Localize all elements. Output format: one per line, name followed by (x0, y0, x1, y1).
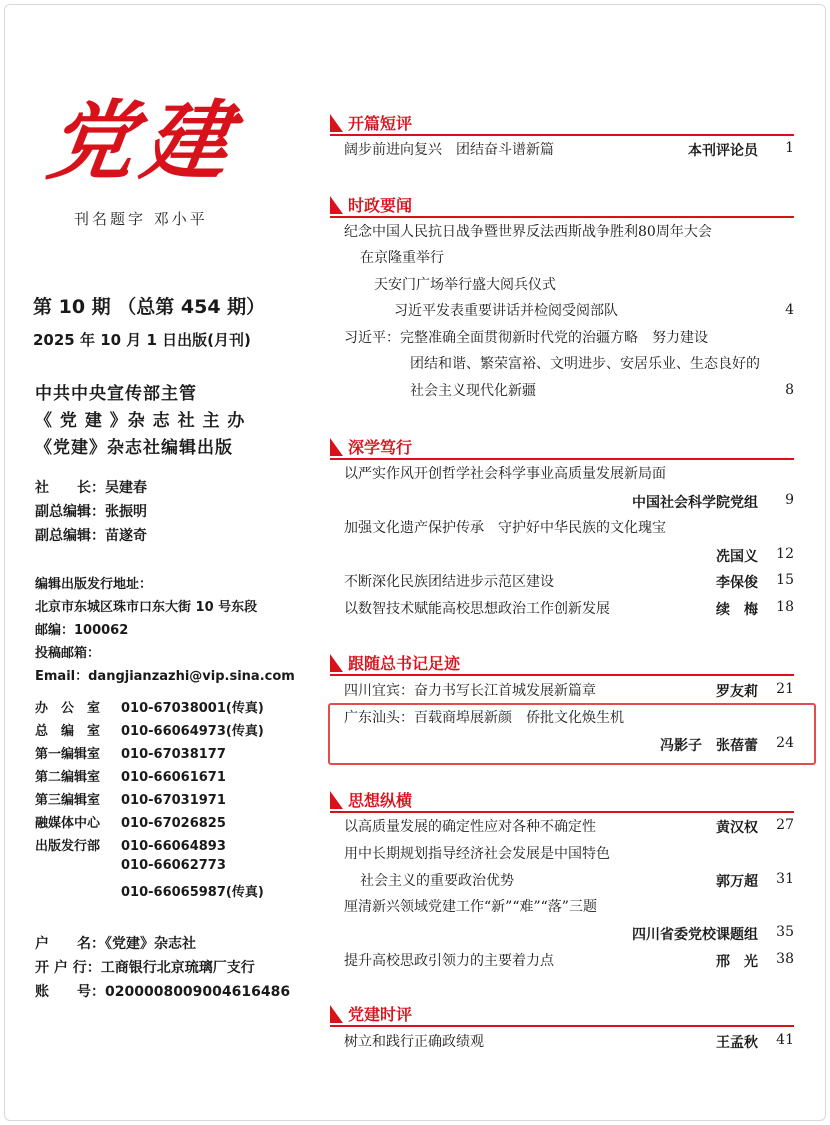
contact-dept: 总 编 室 (35, 724, 101, 739)
staff-label: 副总编辑： (35, 504, 105, 520)
section-title: 开篇短评 (348, 114, 413, 133)
toc-entry[interactable] (330, 897, 794, 947)
contact-phone: 010-67038001(传真) (121, 701, 264, 716)
staff-label: 副总编辑： (35, 528, 105, 544)
article-title-line: 纪念中国人民抗日战争暨世界反法西斯战争胜利80周年大会 (344, 224, 712, 240)
page-number: 21 (776, 681, 794, 697)
staff-row (35, 525, 147, 545)
postcode: 邮编：100062 (35, 623, 129, 638)
contact-row (35, 858, 226, 873)
toc-entry[interactable] (330, 464, 794, 514)
section-marker-icon (330, 654, 343, 672)
toc-entry[interactable] (330, 518, 794, 568)
page-number: 41 (776, 1032, 794, 1048)
section-title: 深学笃行 (348, 438, 413, 457)
page-number: 1 (785, 140, 794, 156)
contact-dept: 第二编辑室 (35, 770, 101, 785)
sponsor-line: 中共中央宣传部主管 (35, 384, 197, 404)
article-title-line: 团结和谐、繁荣富裕、文明进步、安居乐业、生态良好的 (410, 356, 760, 372)
page-number: 31 (776, 871, 794, 887)
article-title: 阔步前进向复兴 团结奋斗谱新篇 (344, 142, 554, 158)
page-number: 24 (776, 735, 794, 751)
contact-phone: 010-67026825 (121, 816, 226, 831)
toc-entry[interactable] (330, 708, 794, 758)
article-title: 提升高校思政引领力的主要着力点 (344, 953, 554, 969)
page-number: 4 (785, 302, 794, 318)
section-header (330, 650, 794, 676)
toc-entry[interactable] (330, 572, 794, 594)
article-title: 以严实作风开创哲学社会科学事业高质量发展新局面 (344, 466, 666, 482)
section-title: 跟随总书记足迹 (348, 654, 461, 673)
section-title: 时政要闻 (348, 196, 413, 215)
contact-dept: 第三编辑室 (35, 793, 101, 808)
section-header (330, 192, 794, 218)
contact-row (35, 812, 226, 831)
article-title: 加强文化遗产保护传承 守护好中华民族的文化瑰宝 (344, 520, 666, 536)
bank-row (35, 981, 290, 1001)
contact-phone: 010-66062773 (121, 858, 226, 873)
section-header (330, 1001, 794, 1027)
toc-section (330, 650, 794, 676)
page-number: 18 (776, 599, 794, 615)
section-marker-icon (330, 196, 343, 214)
page-number: 15 (776, 572, 794, 588)
staff-row (35, 501, 147, 521)
article-title-line: 社会主义现代化新疆 (410, 383, 536, 399)
article-author: 冼国义 (716, 549, 758, 565)
contact-row (35, 697, 264, 716)
bank-value: 工商银行北京琉璃厂支行 (100, 960, 255, 976)
article-author: 罗友莉 (716, 684, 758, 700)
article-title-line: 社会主义的重要政治优势 (360, 873, 514, 889)
bank-value: 0200008009004616486 (105, 984, 291, 1000)
page-number: 12 (776, 546, 794, 562)
sponsor-line: 《 党 建 》杂 志 社 主 办 (35, 411, 246, 431)
article-author: 本刊评论员 (688, 143, 758, 159)
contact-phone: 010-67031971 (121, 793, 226, 808)
article-title: 以高质量发展的确定性应对各种不确定性 (344, 819, 596, 835)
email: Email：dangjianzazhi@vip.sina.com (35, 669, 295, 684)
contact-row (35, 881, 264, 900)
staff-row (35, 477, 147, 497)
contact-dept: 第一编辑室 (35, 747, 101, 762)
section-header (330, 787, 794, 813)
article-author: 邢 光 (716, 954, 758, 970)
article-title: 不断深化民族团结进步示范区建设 (344, 574, 554, 590)
bank-value: 《党建》杂志社 (105, 936, 196, 952)
staff-label: 社 长： (35, 480, 105, 496)
issue-number: 第 10 期 （总第 454 期） (33, 296, 266, 318)
article-title-line: 习近平发表重要讲话并检阅受阅部队 (394, 303, 618, 319)
contact-dept: 出版发行部 (35, 839, 101, 854)
section-title: 党建时评 (348, 1005, 413, 1024)
publication-date: 2025 年 10 月 1 日出版(月刊) (33, 331, 251, 349)
article-title: 以数智技术赋能高校思想政治工作创新发展 (344, 601, 610, 617)
section-header (330, 434, 794, 460)
logo-calligrapher-credit: 刊名题字 邓小平 (74, 210, 208, 228)
contact-phone: 010-67038177 (121, 747, 226, 762)
toc-entry[interactable] (330, 599, 794, 621)
page-number: 8 (785, 382, 794, 398)
staff-name: 吴建春 (105, 480, 147, 496)
page-number: 27 (776, 817, 794, 833)
article-title-line: 天安门广场举行盛大阅兵仪式 (374, 277, 556, 293)
contact-phone: 010-66065987(传真) (121, 885, 264, 900)
article-author: 黄汉权 (716, 820, 758, 836)
page-number: 9 (785, 492, 794, 508)
section-marker-icon (330, 1005, 343, 1023)
toc-section (330, 192, 794, 218)
contact-phone: 010-66061671 (121, 770, 226, 785)
toc-section (330, 434, 794, 460)
staff-name: 张振明 (105, 504, 147, 520)
section-marker-icon (330, 438, 343, 456)
article-author: 冯影子 张蓓蕾 (660, 738, 758, 754)
toc-entry[interactable] (330, 844, 794, 894)
toc-entry[interactable] (330, 222, 794, 322)
page-number: 35 (776, 924, 794, 940)
toc-entry[interactable] (330, 1032, 794, 1054)
bank-label: 账 号： (35, 984, 105, 1000)
article-author: 李保俊 (716, 575, 758, 591)
article-title-line: 用中长期规划指导经济社会发展是中国特色 (344, 846, 610, 862)
contact-dept: 办 公 室 (35, 701, 101, 716)
contact-dept: 融媒体中心 (35, 816, 101, 831)
toc-entry[interactable] (330, 817, 794, 839)
toc-entry[interactable] (330, 681, 794, 703)
address-line: 北京市东城区珠市口东大街 10 号东段 (35, 600, 258, 615)
section-marker-icon (330, 114, 343, 132)
article-author: 王孟秋 (716, 1035, 758, 1051)
sponsor-line: 《党建》杂志社编辑出版 (35, 438, 233, 458)
article-title: 四川宜宾：奋力书写长江首城发展新篇章 (344, 683, 596, 699)
article-title-line: 在京隆重举行 (360, 250, 444, 266)
article-title: 厘清新兴领域党建工作“新”“难”“落”三题 (344, 899, 597, 915)
contact-row (35, 743, 226, 762)
magazine-logo: 党建 (41, 91, 245, 192)
bank-row (35, 933, 196, 953)
contact-phone: 010-66064973(传真) (121, 724, 264, 739)
bank-label: 户 名： (35, 936, 105, 952)
section-title: 思想纵横 (348, 791, 413, 810)
email-label: 投稿邮箱： (35, 646, 101, 661)
bank-row (35, 957, 255, 977)
article-author: 中国社会科学院党组 (632, 495, 758, 511)
contact-row (35, 835, 226, 854)
article-title-line: 习近平：完整准确全面贯彻新时代党的治疆方略 努力建设 (344, 330, 708, 346)
article-title: 广东汕头：百载商埠展新颜 侨批文化焕生机 (344, 710, 624, 726)
article-author: 四川省委党校课题组 (632, 927, 758, 943)
article-author: 续 梅 (716, 602, 758, 618)
page-number: 38 (776, 951, 794, 967)
contact-phone: 010-66064893 (121, 839, 226, 854)
article-title: 树立和践行正确政绩观 (344, 1034, 484, 1050)
toc-entry[interactable] (330, 951, 794, 973)
section-header (330, 110, 794, 136)
section-marker-icon (330, 791, 343, 809)
toc-section (330, 110, 794, 136)
bank-label: 开 户 行： (35, 960, 101, 976)
toc-entry[interactable] (330, 328, 794, 404)
contact-row (35, 789, 226, 808)
article-author: 郭万超 (716, 874, 758, 890)
staff-name: 苗遂奇 (105, 528, 147, 544)
toc-entry[interactable] (330, 140, 794, 162)
toc-section (330, 1001, 794, 1027)
contact-row (35, 766, 226, 785)
address-label: 编辑出版发行地址： (35, 577, 153, 592)
toc-section (330, 787, 794, 813)
contact-row (35, 720, 264, 739)
